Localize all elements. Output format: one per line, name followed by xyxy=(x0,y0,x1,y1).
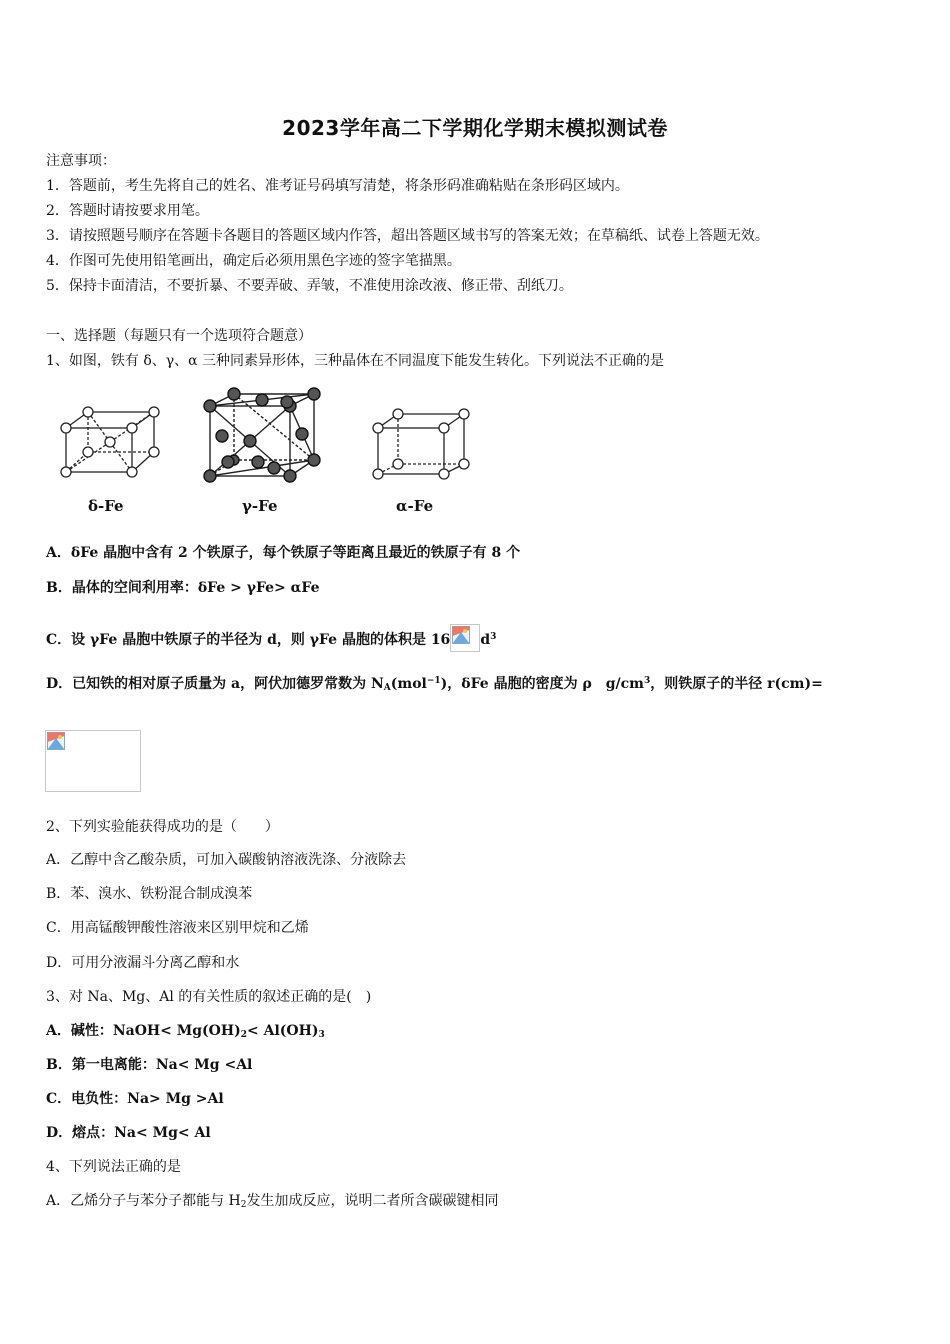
q4-option-a-sub: 2 xyxy=(240,1200,247,1210)
alpha-fe-cell xyxy=(373,409,469,479)
page-title: 2023学年高二下学期化学期末模拟测试卷 xyxy=(282,116,668,140)
question-4-stem: 4、下列说法正确的是 xyxy=(46,1159,181,1175)
note-item-2: 2．答题时请按要求用笔。 xyxy=(46,203,209,219)
q3-option-d: D．熔点：Na< Mg< Al xyxy=(46,1125,211,1141)
q1-option-d-sup2: 3 xyxy=(644,676,651,686)
question-3-stem: 3、对 Na、Mg、Al 的有关性质的叙述正确的是( ) xyxy=(46,989,372,1005)
q1-option-a: A．δFe 晶胞中含有 2 个铁原子，每个铁原子等距离且最近的铁原子有 8 个 xyxy=(46,545,521,561)
question-1-stem: 1、如图，铁有 δ、γ、α 三种同素异形体，三种晶体在不同温度下能发生转化。下列说法不正确的是 xyxy=(46,353,665,369)
q1-option-c-var: d xyxy=(480,632,491,648)
q1-option-b: B．晶体的空间利用率：δFe > γFe> αFe xyxy=(46,580,320,596)
q4-option-a-text-2: 发生加成反应，说明二者所含碳碳键相同 xyxy=(246,1193,499,1209)
delta-fe-label: δ-Fe xyxy=(88,497,124,515)
note-item-1: 1．答题前，考生先将自己的姓名、准考证号码填写清楚，将条形码准确粘贴在条形码区域内。 xyxy=(46,178,629,194)
delta-fe-cell xyxy=(61,407,159,477)
q1-option-c-text: C．设 γFe 晶胞中铁原子的半径为 d，则 γFe 晶胞的体积是 16 xyxy=(46,632,451,648)
q3-option-a xyxy=(46,1022,325,1044)
note-item-4: 4．作图可先使用铅笔画出，确定后必须用黑色字迹的签字笔描黑。 xyxy=(46,253,461,269)
section-heading: 一、选择题（每题只有一个选项符合题意） xyxy=(46,328,312,344)
q2-option-b: B．苯、溴水、铁粉混合制成溴苯 xyxy=(46,886,253,902)
q1-option-c xyxy=(46,624,496,652)
q1-option-d-text-3: )，δFe 晶胞的密度为 ρ g/cm xyxy=(440,676,644,692)
q3-option-a-text-2: < Al(OH) xyxy=(246,1023,319,1039)
q1-option-d-sub: A xyxy=(383,683,391,693)
q4-option-a-text-1: A．乙烯分子与苯分子都能与 H xyxy=(46,1193,241,1209)
q2-option-d: D．可用分液漏斗分离乙醇和水 xyxy=(46,955,240,971)
q3-option-b: B．第一电离能：Na< Mg <Al xyxy=(46,1057,253,1073)
formula-image-placeholder xyxy=(45,730,141,792)
q3-option-a-sub-1: 2 xyxy=(240,1030,247,1040)
alpha-fe-label: α-Fe xyxy=(396,497,434,515)
note-item-3: 3．请按照题号顺序在答题卡各题目的答题区域内作答，超出答题区域书写的答案无效；在草稿纸、试卷上答题无效。 xyxy=(46,228,769,244)
q3-option-a-text-1: A．碱性：NaOH< Mg(OH) xyxy=(46,1023,241,1039)
notes-heading: 注意事项： xyxy=(46,153,116,169)
question-2-stem: 2、下列实验能获得成功的是（ ） xyxy=(46,819,279,835)
q3-option-a-sub-2: 3 xyxy=(318,1030,325,1040)
q2-option-a: A．乙醇中含乙酸杂质，可加入碳酸钠溶液洗涤、分液除去 xyxy=(46,852,407,868)
q2-option-c: C．用高锰酸钾酸性溶液来区别甲烷和乙烯 xyxy=(46,920,309,936)
gamma-fe-cell xyxy=(204,388,320,482)
q1-option-d xyxy=(46,672,823,697)
q4-option-a xyxy=(46,1192,499,1214)
q1-option-d-text-2: (mol xyxy=(390,676,427,692)
broken-image-icon xyxy=(450,624,480,652)
q3-option-c: C．电负性：Na> Mg >Al xyxy=(46,1091,224,1107)
q1-option-d-text-1: D．已知铁的相对原子质量为 a，阿伏加德罗常数为 N xyxy=(46,676,384,692)
q1-option-d-sup: −1 xyxy=(426,676,441,686)
gamma-fe-label: γ-Fe xyxy=(242,497,278,515)
note-item-5: 5．保持卡面清洁，不要折暴、不要弄破、弄皱，不准使用涂改液、修正带、刮纸刀。 xyxy=(46,278,573,294)
q1-option-c-exp: 3 xyxy=(490,632,497,642)
q1-option-d-text-4: ，则铁原子的半径 r(cm)= xyxy=(650,676,823,692)
